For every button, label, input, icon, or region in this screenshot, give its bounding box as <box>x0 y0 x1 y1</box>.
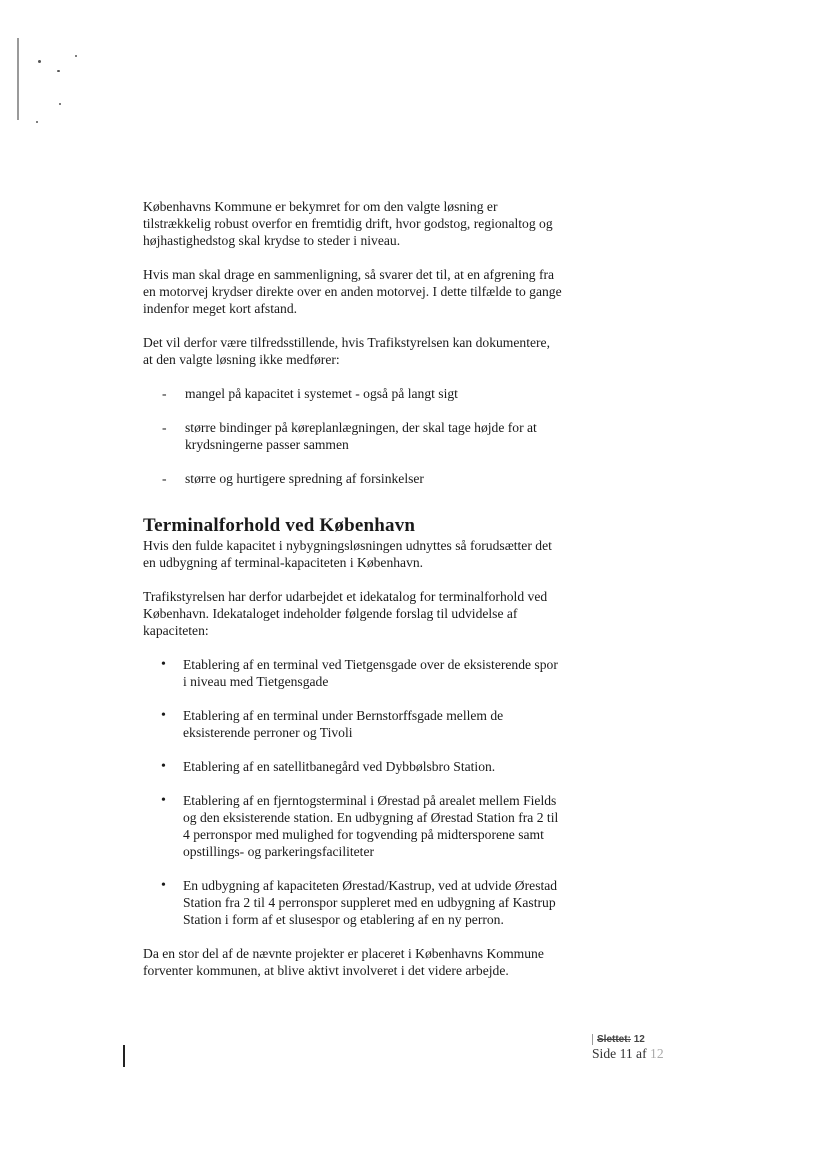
deleted-comment <box>592 1034 645 1045</box>
scan-speck <box>75 55 77 57</box>
dash-list-item: - mangel på kapacitet i systemet - også på langt sigt <box>143 385 563 402</box>
paragraph: Hvis man skal drage en sammenligning, så svarer det til, at en afgrening fra en motorvej krydser direkte over en anden motorvej. I dette tilfælde to gange indenfor meget kort afstand. <box>143 267 562 316</box>
paragraph: Det vil derfor være tilfredsstillende, hvis Trafikstyrelsen kan dokumentere, at den valgte løsning ikke medfører: <box>143 335 550 367</box>
bullet-list-item: • Etablering af en satellitbanegård ved Dybbølsbro Station. <box>143 758 563 775</box>
bullet-list-item: • Etablering af en fjerntogsterminal i Ørestad på arealet mellem Fields og den eksisterende station. En udbygning af Ørestad Station fra 2 til 4 perronspor med mulighed for togvending på midtersporene samt opstillings- og parkeringsfaciliteter <box>143 792 563 860</box>
page-label: Side 11 af <box>592 1046 647 1061</box>
deleted-value: 12 <box>633 1034 645 1045</box>
bullet-list-item: • En udbygning af kapaciteten Ørestad/Kastrup, ved at udvide Ørestad Station fra 2 til 4 perronspor suppleret med en udbygning af Kastrup Station i form af et slusespor og etablering af en ny perron. <box>143 877 563 928</box>
scan-speck <box>38 60 41 63</box>
scan-edge-mark <box>17 38 19 120</box>
bullet-list-item: • Etablering af en terminal ved Tietgensgade over de eksisterende spor i niveau med Tietgensgade <box>143 656 563 690</box>
page-number <box>592 1046 664 1062</box>
deleted-label: Slettet: <box>597 1034 631 1045</box>
scan-speck <box>57 70 60 72</box>
dash-list-item: - større bindinger på køreplanlægningen, der skal tage højde for at krydsningerne passer sammen <box>143 419 563 453</box>
bullet-list-item: • Etablering af en terminal under Bernstorffsgade mellem de eksisterende perroner og Tivoli <box>143 707 563 741</box>
paragraph: Københavns Kommune er bekymret for om den valgte løsning er tilstrækkelig robust overfor en fremtidig drift, hvor godstog, regionaltog og højhastighedstog skal krydse to steder i niveau. <box>143 199 553 248</box>
dash-list <box>143 385 563 487</box>
page-total: 12 <box>650 1046 664 1061</box>
document-body <box>143 198 563 996</box>
closing-paragraph: Da en stor del af de nævnte projekter er placeret i Københavns Kommune forventer kommunen, at blive aktivt involveret i det videre arbejde. <box>143 946 544 978</box>
dash-list-item: - større og hurtigere spredning af forsinkelser <box>143 470 563 487</box>
revision-bar <box>123 1045 125 1067</box>
section-heading: Terminalforhold ved København <box>143 515 416 536</box>
paragraph: Trafikstyrelsen har derfor udarbejdet et idekatalog for terminalforhold ved København. Idekataloget indeholder følgende forslag til udvidelse af kapaciteten: <box>143 589 548 638</box>
paragraph: Hvis den fulde kapacitet i nybygningsløsningen udnyttes så forudsætter det en udbygning af terminal-kapaciteten i København. <box>143 538 552 570</box>
scan-speck <box>36 121 38 123</box>
bullet-list <box>143 656 563 928</box>
scan-speck <box>59 103 61 105</box>
